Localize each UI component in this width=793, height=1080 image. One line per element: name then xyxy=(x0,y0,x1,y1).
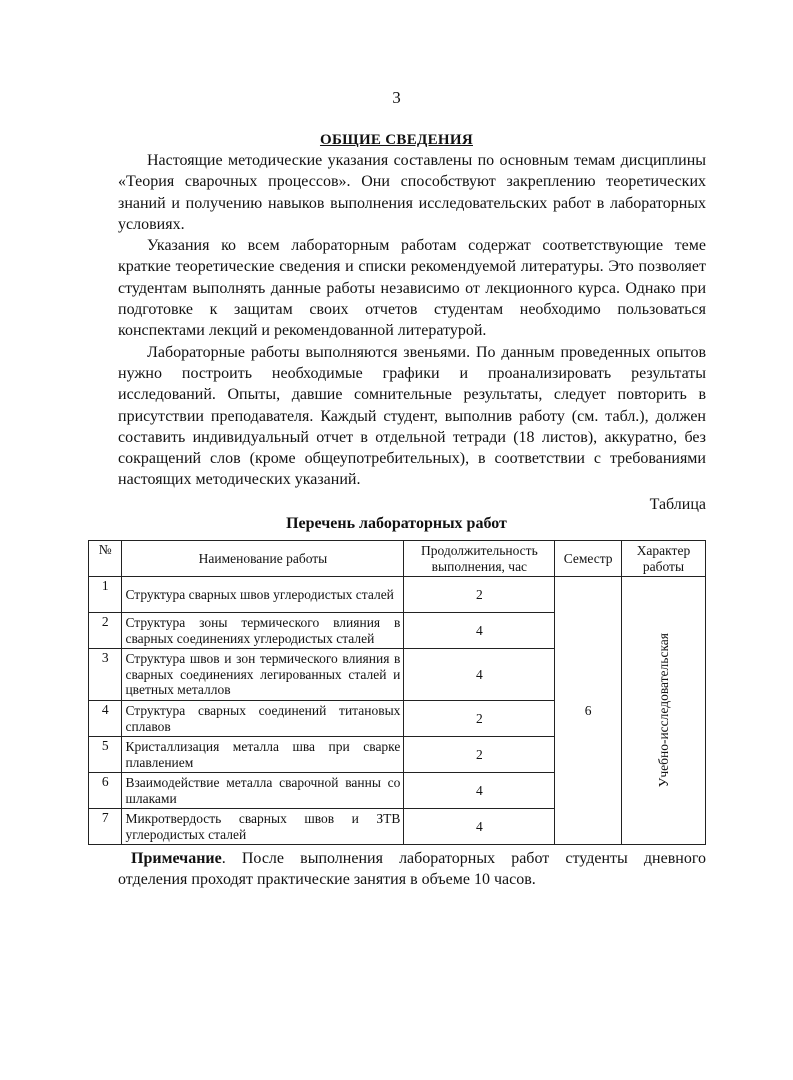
lab-works-table xyxy=(88,540,706,845)
header-num: № xyxy=(89,541,122,577)
row-name: Кристаллизация металла шва при сварке плавлением xyxy=(122,737,404,773)
row-name: Структура сварных швов углеродистых сталей xyxy=(122,577,404,613)
character-vertical-text: Учебно-исследовательская xyxy=(655,633,671,788)
note xyxy=(118,848,706,891)
row-hours: 4 xyxy=(404,809,555,845)
paragraph-1: Настоящие методические указания составлены по основным темам дисциплины «Теория сварочных процессов». Они способствуют закреплению теоретических знаний и получению навыков выполнения исследовательских работ в лабораторных условиях. xyxy=(118,152,706,233)
row-hours: 4 xyxy=(404,613,555,649)
table-header-row xyxy=(89,541,706,577)
row-num: 4 xyxy=(89,701,122,737)
page-number: 3 xyxy=(392,88,401,107)
row-num: 7 xyxy=(89,809,122,845)
paragraph-2: Указания ко всем лабораторным работам содержат соответствующие теме краткие теоретические сведения и списки рекомендуемой литературы. Это позволяет студентам выполнять данные работы независимо от лекционного курса. Однако при подготовке к защитам своих отчетов студентам необходимо пользоваться конспектами лекций и рекомендованной литературой. xyxy=(118,237,706,340)
row-num: 2 xyxy=(89,613,122,649)
header-duration: Продолжительность выполнения, час xyxy=(404,541,555,577)
table-row xyxy=(89,577,706,613)
header-character: Характер работы xyxy=(621,541,705,577)
row-num: 6 xyxy=(89,773,122,809)
row-num: 1 xyxy=(89,577,122,613)
row-name: Структура зоны термического влияния в сварных соединениях углеродистых сталей xyxy=(122,613,404,649)
row-hours: 2 xyxy=(404,701,555,737)
row-num: 3 xyxy=(89,649,122,701)
section-heading: ОБЩИЕ СВЕДЕНИЯ xyxy=(319,132,473,148)
row-num: 5 xyxy=(89,737,122,773)
row-hours: 2 xyxy=(404,737,555,773)
table-title: Перечень лабораторных работ xyxy=(286,515,507,532)
row-name: Микротвердость сварных швов и ЗТВ углеродистых сталей xyxy=(122,809,404,845)
row-name: Структура швов и зон термического влияния в сварных соединениях легированных сталей и цветных металлов xyxy=(122,649,404,701)
character-cell xyxy=(621,577,705,845)
body-text xyxy=(118,150,706,491)
header-name: Наименование работы xyxy=(122,541,404,577)
header-semester: Семестр xyxy=(555,541,622,577)
row-hours: 2 xyxy=(404,577,555,613)
row-hours: 4 xyxy=(404,773,555,809)
row-name: Взаимодействие металла сварочной ванны со шлаками xyxy=(122,773,404,809)
note-label: Примечание xyxy=(131,850,222,867)
table-label: Таблица xyxy=(649,496,706,513)
row-name: Структура сварных соединений титановых сплавов xyxy=(122,701,404,737)
paragraph-3: Лабораторные работы выполняются звеньями. По данным проведенных опытов нужно построить необходимые графики и проанализировать результаты исследований. Опыты, давшие сомнительные результаты, следует повторить в присутствии преподавателя. Каждый студент, выполнив работу (см. табл.), должен составить индивидуальный отчет в отдельной тетради (18 листов), аккуратно, без сокращений слов (кроме общеупотребительных), в соответствии с требованиями настоящих методических указаний. xyxy=(118,343,706,489)
row-hours: 4 xyxy=(404,649,555,701)
note-text: . После выполнения лабораторных работ студенты дневного отделения проходят практические занятия в объеме 10 часов. xyxy=(118,850,706,889)
semester-cell: 6 xyxy=(555,577,622,845)
